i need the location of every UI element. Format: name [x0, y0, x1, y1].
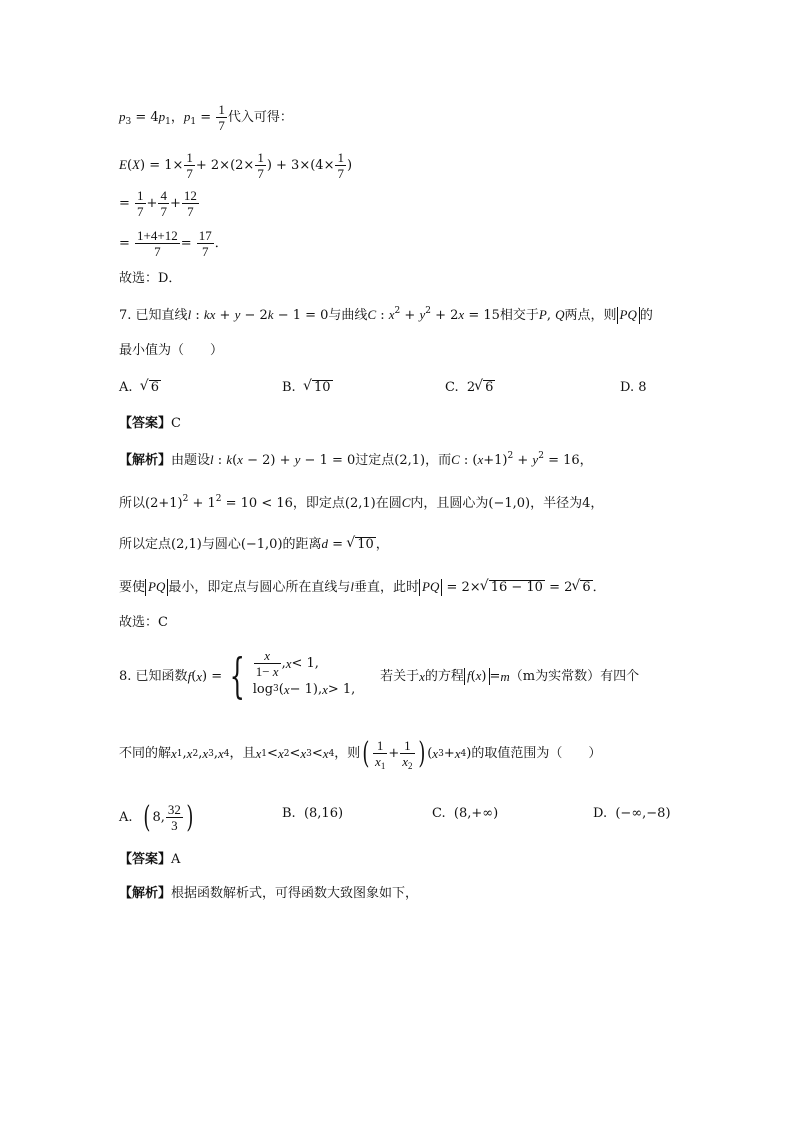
fraction-one-seventh: $\frac{1}{7}$	[218, 102, 225, 133]
q7-option-b[interactable]: B. √ 10	[282, 380, 333, 395]
q8-option-a[interactable]: A. ( 8, $\frac{32}{3}$ )	[119, 800, 194, 835]
q7-option-d[interactable]: D. 8	[620, 380, 647, 395]
q7-analysis-line3: 所以定点(2,1)与圆心(−1,0)的距离d = √ 10 ，	[119, 537, 389, 551]
q7-option-c[interactable]: C. 2√ 6	[445, 380, 495, 395]
q7-analysis-line5: 故选：C	[119, 615, 168, 630]
q8-option-c[interactable]: C. (8,+∞)	[432, 806, 499, 821]
piecewise-cases: $\frac{x}{1- x}$ , x < 1, log 3 ( x − 1), x > 1,	[252, 647, 356, 697]
q8-stem-line2: 不同的解 x 1 , x 2 , x 3 , x 4 ，且 x 1 < x 2 < x 3 < x 4 ，则 ( $\frac{1}{x_1}$ + $\frac{1}{x_2}$ ) ( x 3 + x 4 ) 的取值范围为（ ）	[119, 735, 602, 771]
q7-stem-line2: 最小值为（ ）	[119, 343, 224, 358]
expectation-result: = $\frac{1+4+12}{7}$ = $\frac{17}{7}$ ．	[119, 228, 228, 259]
prev-answer-line: 故选：D．	[119, 271, 182, 286]
q7-answer: 【答案】C	[119, 416, 181, 431]
solution-line-p-values: $p_3 = 4p_1$，$p_1$ = $\frac{1}{7}$ 代入可得：	[119, 102, 293, 133]
expectation-sum: = $\frac{1}{7}$ + $\frac{4}{7}$ + $\frac{12}{7}$	[119, 188, 197, 219]
q7-analysis-line2: 所以$(2+1)^2 + 1^2 = 10 < 16$，即定点(2,1)在圆C内，且圆心为(−1,0)，半径为4，	[119, 494, 604, 511]
q8-option-d[interactable]: D. (−∞,−8)	[593, 806, 671, 821]
q8-analysis: 【解析】根据函数解析式，可得函数大致图象如下，	[119, 886, 419, 901]
q8-option-b[interactable]: B. (8,16)	[282, 806, 344, 821]
piecewise-brace: {	[229, 648, 246, 704]
q8-answer: 【答案】A	[119, 852, 181, 867]
q7-analysis-line1: 【解析】由题设l : k(x − 2) + y − 1 = 0过定点(2,1)，而C : $(x+1)^2 + y^2 = 16$，	[119, 451, 593, 468]
expectation-formula: E(X) = 1× $\frac{1}{7}$ + 2×(2× $\frac{1}{7}$ ) + 3×(4× $\frac{1}{7}$ )	[119, 150, 353, 181]
q7-option-a[interactable]: A. √ 6	[119, 380, 161, 395]
q8-stem-line1: 8. 已知函数 f ( x ) = { $\frac{x}{1- x}$ , x < 1, log 3 ( x − 1), x > 1, 若关于 x 的方程 f(x) = m （m为实常数）有四个	[119, 647, 640, 704]
q7-analysis-line4: 要使 PQ 最小，即定点与圆心所在直线与l垂直，此时 PQ = 2×√ 16 − 10 = 2√ 6 ．	[119, 579, 606, 596]
q7-stem-line1: 7. 已知直线l : kx + y − 2k − 1 = 0与曲线C : $x^2 + y^2 + 2x = 15$相交于P, Q两点，则 PQ 的	[119, 306, 653, 323]
